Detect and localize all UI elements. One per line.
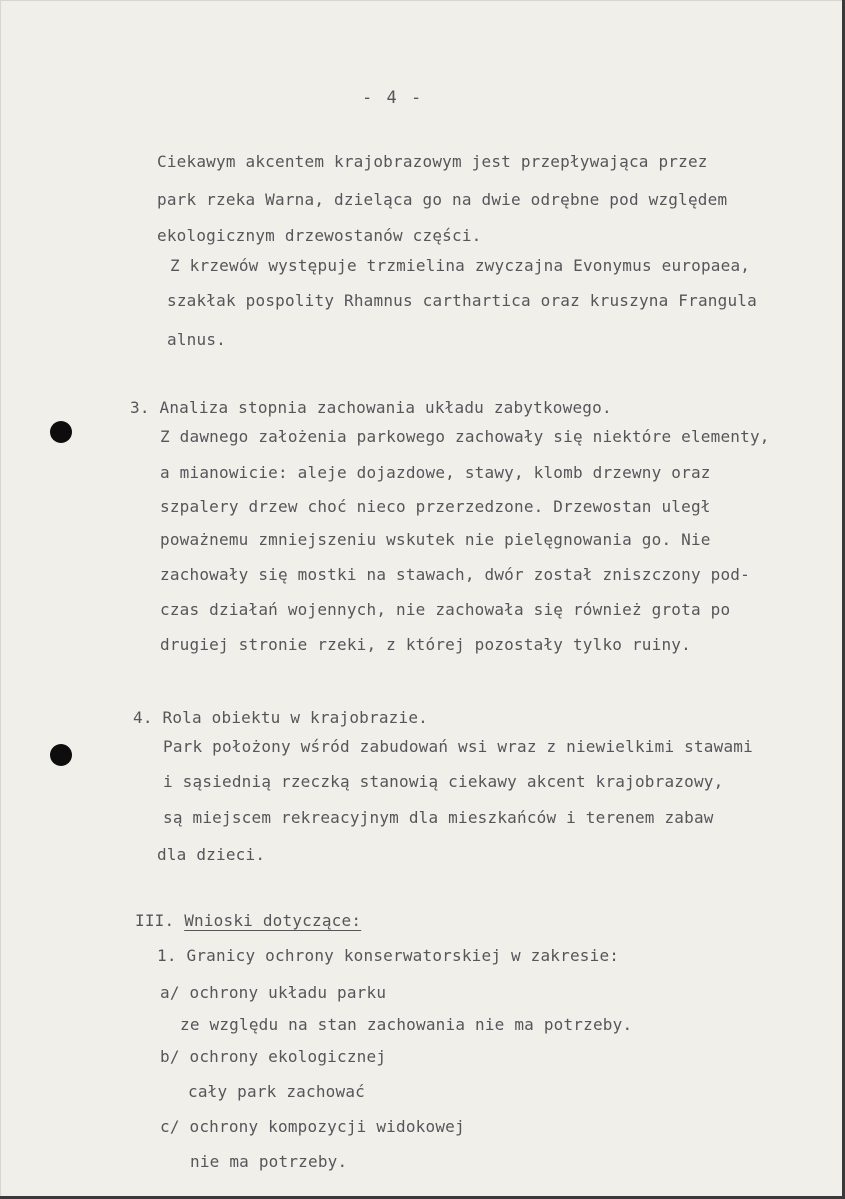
page-number: - 4 - <box>362 88 424 108</box>
section-III-title: Wnioski dotyczące: <box>184 911 362 930</box>
text-line: park rzeka Warna, dzieląca go na dwie odrębne pod względem <box>157 190 728 209</box>
text-line: czas działań wojennych, nie zachowała się również grota po <box>160 600 731 619</box>
section-III-number: III. <box>135 911 175 930</box>
text-line: Ciekawym akcentem krajobrazowym jest przepływająca przez <box>157 152 708 171</box>
section-4-heading: 4. Rola obiektu w krajobrazie. <box>133 708 428 727</box>
text-line: ekologicznym drzewostanów części. <box>157 226 482 245</box>
text-line: drugiej stronie rzeki, z której pozostały tylko ruiny. <box>160 635 691 654</box>
text-line: alnus. <box>167 330 226 349</box>
text-line: Z krzewów występuje trzmielina zwyczajna Evonymus europaea, <box>170 256 751 275</box>
text-line: są miejscem rekreacyjnym dla mieszkańców i terenem zabaw <box>163 808 714 827</box>
text-line: szpalery drzew choć nieco przerzedzone. Drzewostan uległ <box>160 497 711 516</box>
text-line: a mianowicie: aleje dojazdowe, stawy, klomb drzewny oraz <box>160 463 711 482</box>
punch-hole-top <box>50 421 72 443</box>
punch-hole-bottom <box>50 744 72 766</box>
section-III-heading <box>135 911 361 931</box>
item-c-label: c/ ochrony kompozycji widokowej <box>160 1117 465 1136</box>
text-line: i sąsiednią rzeczką stanowią ciekawy akcent krajobrazowy, <box>163 772 724 791</box>
item-a-label: a/ ochrony układu parku <box>160 983 387 1002</box>
item-b-label: b/ ochrony ekologicznej <box>160 1047 387 1066</box>
text-line: Park położony wśród zabudowań wsi wraz z niewielkimi stawami <box>163 737 753 756</box>
subsection-1: 1. Granicy ochrony konserwatorskiej w zakresie: <box>157 946 620 965</box>
section-3-heading: 3. Analiza stopnia zachowania układu zabytkowego. <box>130 398 612 417</box>
text-line: dla dzieci. <box>157 845 266 864</box>
text-line: zachowały się mostki na stawach, dwór został zniszczony pod- <box>160 565 750 584</box>
item-a-text: ze względu na stan zachowania nie ma potrzeby. <box>180 1015 633 1034</box>
text-line: szakłak pospolity Rhamnus carthartica oraz kruszyna Frangula <box>167 291 757 310</box>
item-c-text: nie ma potrzeby. <box>190 1152 348 1171</box>
text-line: Z dawnego założenia parkowego zachowały się niektóre elementy, <box>160 427 770 446</box>
text-line: poważnemu zmniejszeniu wskutek nie pielęgnowania go. Nie <box>160 530 711 549</box>
item-b-text: cały park zachować <box>188 1082 365 1101</box>
